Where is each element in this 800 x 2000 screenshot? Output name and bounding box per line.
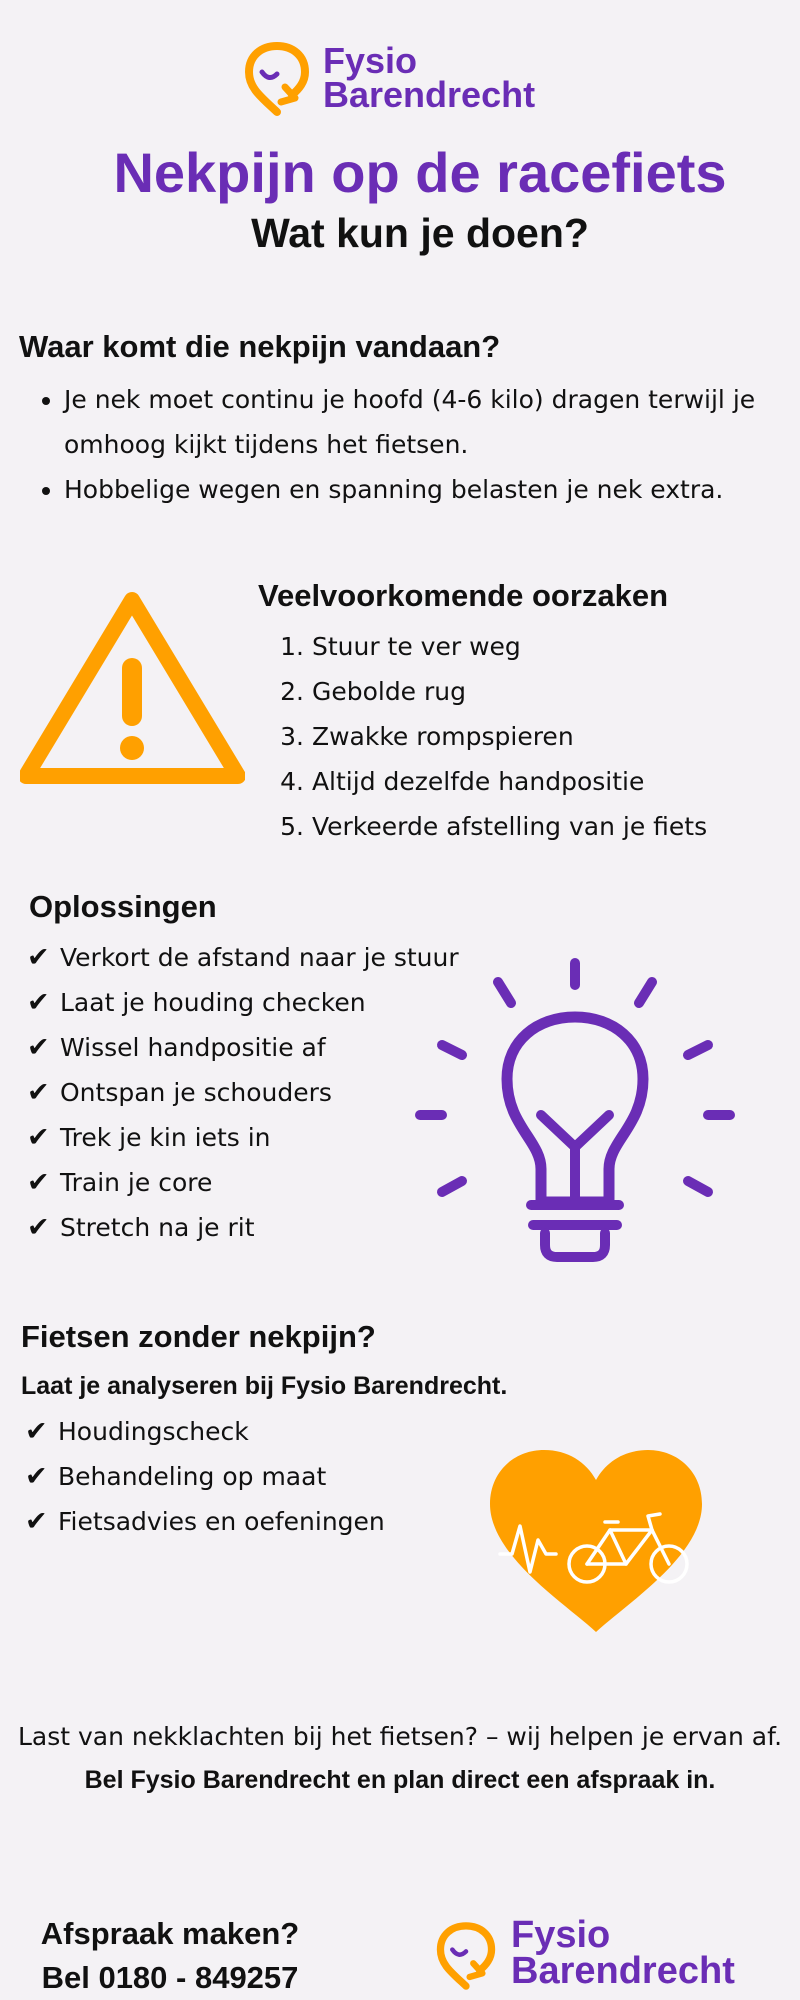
solutions-heading: Oplossingen (29, 889, 217, 924)
check-icon: ✔ (27, 987, 50, 1018)
heart-bike-icon (486, 1446, 706, 1636)
solution-item: ✔ Stretch na je rit (27, 1205, 487, 1250)
logo-icon (243, 42, 311, 116)
pain-free-list (25, 1409, 425, 1544)
check-icon: ✔ (25, 1506, 48, 1537)
solution-item: ✔ Wissel handpositie af (27, 1025, 487, 1070)
logo-icon (435, 1921, 497, 1991)
footer-phone[interactable]: Bel 0180 - 849257 (41, 1960, 299, 1995)
benefit-item: ✔ Fietsadvies en oefeningen (25, 1499, 425, 1544)
cta-line1: Last van nekklachten bij het fietsen? – wij helpen je ervan af. (17, 1722, 783, 1751)
cause-item: 2. Gebolde rug (280, 677, 467, 706)
page-subtitle: Wat kun je doen? (251, 210, 589, 256)
check-icon: ✔ (27, 942, 50, 973)
cause-item: 1. Stuur te ver weg (280, 632, 521, 661)
solution-item: ✔ Laat je houding checken (27, 980, 487, 1025)
footer-logo (435, 1915, 775, 1995)
origin-bullets (19, 377, 789, 512)
solution-item: ✔ Trek je kin iets in (27, 1115, 487, 1160)
footer-logo-line2: Barendrecht (511, 1950, 735, 1993)
benefit-item: ✔ Behandeling op maat (25, 1454, 425, 1499)
causes-list (276, 624, 786, 849)
check-icon: ✔ (27, 1032, 50, 1063)
cause-item: 4. Altijd dezelfde handpositie (280, 767, 645, 796)
check-icon: ✔ (27, 1167, 50, 1198)
cause-item: 5. Verkeerde afstelling van je fiets (280, 812, 708, 841)
cause-item: 3. Zwakke rompspieren (280, 722, 574, 751)
solution-item: ✔ Ontspan je schouders (27, 1070, 487, 1115)
check-icon: ✔ (27, 1077, 50, 1108)
pain-free-subheading: Laat je analyseren bij Fysio Barendrecht. (21, 1372, 508, 1400)
page-title: Nekpijn op de racefiets (113, 141, 727, 204)
check-icon: ✔ (27, 1122, 50, 1153)
footer-contact (20, 1912, 320, 2000)
causes-heading: Veelvoorkomende oorzaken (258, 578, 669, 613)
pain-free-heading: Fietsen zonder nekpijn? (21, 1319, 376, 1354)
check-icon: ✔ (25, 1416, 48, 1447)
logo-line2: Barendrecht (323, 74, 536, 116)
logo-line1: Fysio (323, 40, 418, 81)
solution-item: ✔ Verkort de afstand naar je stuur (27, 935, 487, 980)
solution-item: ✔ Train je core (27, 1160, 487, 1205)
origin-heading: Waar komt die nekpijn vandaan? (19, 329, 501, 364)
bullet-item: • Je nek moet continu je hoofd (4-6 kilo) dragen terwijl je omhoog kijkt tijdens het fietsen. (64, 377, 789, 467)
header-logo (243, 40, 573, 120)
warning-icon (20, 590, 245, 790)
bullet-item: • Hobbelige wegen en spanning belasten je nek extra. (64, 467, 789, 512)
footer-logo-line1: Fysio (511, 1914, 611, 1956)
footer-label: Afspraak maken? (40, 1916, 300, 1951)
lightbulb-icon (415, 955, 735, 1275)
benefit-item: ✔ Houdingscheck (25, 1409, 425, 1454)
cta-line2: Bel Fysio Barendrecht en plan direct een afspraak in. (84, 1766, 716, 1794)
check-icon: ✔ (25, 1461, 48, 1492)
check-icon: ✔ (27, 1212, 50, 1243)
